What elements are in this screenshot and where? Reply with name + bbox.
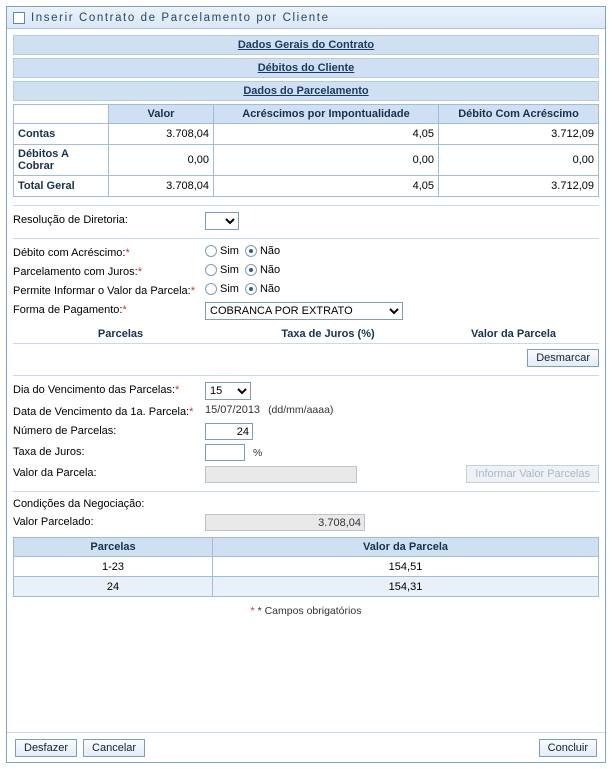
data-vencimento-value: 15/07/2013 [205, 404, 261, 416]
parcels-header-valor: Valor da Parcela [213, 538, 599, 557]
footer-bar [7, 732, 605, 762]
parcels-subheader [13, 328, 599, 344]
required-fields-note-text: * Campos obrigatórios [257, 605, 362, 617]
section-dados-gerais[interactable] [13, 35, 599, 55]
table-row [14, 557, 599, 577]
desfazer-button[interactable]: Desfazer [15, 739, 77, 757]
numero-parcelas-label: Número de Parcelas: [13, 425, 117, 437]
permite-valor-label-text: Permite Informar o Valor da Parcela: [13, 285, 191, 297]
field-valor-parcelado [13, 514, 599, 531]
required-marker: * [137, 266, 142, 278]
radio-label-nao: Não [259, 264, 281, 276]
radio-label-sim: Sim [220, 264, 239, 276]
summary-header-valor: Valor [109, 105, 214, 124]
title-bar [7, 7, 605, 29]
field-parcelamento-com-juros [13, 264, 599, 279]
permite-valor-radiogroup[interactable] [205, 283, 280, 295]
parcels-row-parcelas: 24 [14, 577, 213, 597]
summary-header-debito: Débito Com Acréscimo [439, 105, 599, 124]
summary-row-label: Total Geral [14, 176, 109, 197]
required-marker: * [250, 605, 255, 617]
section-debitos-cliente[interactable] [13, 58, 599, 78]
section-debitos-cliente-link[interactable]: Débitos do Cliente [257, 62, 355, 74]
required-fields-note [13, 605, 599, 617]
debito-acrescimo-radiogroup[interactable] [205, 245, 280, 257]
debito-acrescimo-label [13, 245, 205, 260]
summary-row-label: Débitos A Cobrar [14, 145, 109, 176]
summary-row-debito: 3.712,09 [439, 124, 599, 145]
dialog-window [6, 6, 606, 763]
radio-label-nao: Não [259, 283, 281, 295]
summary-header-acrescimos: Acréscimos por Impontualidade [214, 105, 439, 124]
field-taxa-juros [13, 444, 599, 461]
valor-parcela-input [205, 466, 357, 483]
section-dados-gerais-link[interactable]: Dados Gerais do Contrato [237, 39, 375, 51]
dia-vencimento-label [13, 382, 205, 397]
resolucao-label: Resolução de Diretoria: [13, 214, 128, 226]
parcels-row-valor: 154,31 [213, 577, 599, 597]
field-resolucao-diretoria [13, 212, 599, 230]
table-row [14, 145, 599, 176]
summary-row-acrescimos: 4,05 [214, 124, 439, 145]
parcelamento-juros-radiogroup[interactable] [205, 264, 280, 276]
taxa-juros-label: Taxa de Juros: [13, 446, 85, 458]
required-marker: * [122, 304, 127, 316]
valor-parcelado-input [205, 514, 365, 531]
window-title: Inserir Contrato de Parcelamento por Cliente [31, 11, 330, 24]
summary-row-acrescimos: 0,00 [214, 145, 439, 176]
radio-icon[interactable] [205, 245, 217, 257]
radio-icon[interactable] [205, 283, 217, 295]
field-dia-vencimento [13, 382, 599, 400]
radio-icon[interactable] [205, 264, 217, 276]
radio-icon[interactable] [245, 245, 257, 257]
field-valor-parcela [13, 465, 599, 483]
parcels-table [13, 537, 599, 597]
summary-row-valor: 3.708,04 [109, 176, 214, 197]
divider [13, 491, 599, 492]
summary-row-acrescimos: 4,05 [214, 176, 439, 197]
required-marker: * [175, 384, 180, 396]
valor-parcela-label: Valor da Parcela: [13, 467, 97, 479]
parcels-table-header-row [14, 538, 599, 557]
parcels-subheader-taxa: Taxa de Juros (%) [281, 328, 375, 340]
required-marker: * [125, 247, 130, 259]
summary-row-debito: 3.712,09 [439, 176, 599, 197]
concluir-button[interactable]: Concluir [539, 739, 597, 757]
summary-row-label: Contas [14, 124, 109, 145]
debito-acrescimo-label-text: Débito com Acréscimo: [13, 247, 126, 259]
summary-row-debito: 0,00 [439, 145, 599, 176]
valor-parcelado-label: Valor Parcelado: [13, 516, 94, 528]
divider [13, 375, 599, 376]
summary-row-valor: 0,00 [109, 145, 214, 176]
forma-pagamento-label [13, 302, 205, 317]
data-vencimento-hint: (dd/mm/aaaa) [268, 404, 334, 416]
divider [13, 205, 599, 206]
parcels-row-valor: 154,51 [213, 557, 599, 577]
field-numero-parcelas [13, 423, 599, 440]
parcels-row-parcelas: 1-23 [14, 557, 213, 577]
footer-left-buttons [15, 739, 145, 757]
section-dados-parcelamento-link[interactable]: Dados do Parcelamento [243, 85, 369, 97]
taxa-juros-suffix: % [253, 446, 263, 459]
debito-acrescimo-sim[interactable] [205, 245, 239, 257]
parcelamento-juros-label [13, 264, 205, 279]
data-vencimento-label [13, 404, 205, 419]
forma-pagamento-label-text: Forma de Pagamento: [13, 304, 123, 316]
dialog-content [7, 29, 605, 617]
radio-icon[interactable] [245, 283, 257, 295]
taxa-juros-input[interactable] [205, 444, 245, 461]
radio-icon[interactable] [245, 264, 257, 276]
field-debito-com-acrescimo [13, 245, 599, 260]
radio-label-sim: Sim [220, 283, 239, 295]
required-marker: * [189, 406, 194, 418]
permite-valor-nao[interactable] [245, 283, 280, 295]
forma-pagamento-select[interactable] [205, 302, 403, 320]
window-icon [13, 12, 25, 24]
desmarcar-bar [13, 349, 599, 367]
summary-header-blank [14, 105, 109, 124]
field-permite-informar-valor [13, 283, 599, 298]
informar-valor-parcelas-button: Informar Valor Parcelas [466, 465, 599, 483]
parcelamento-juros-nao[interactable] [245, 264, 280, 276]
summary-table [13, 104, 599, 197]
parcelamento-juros-label-text: Parcelamento com Juros: [13, 266, 138, 278]
table-row [14, 577, 599, 597]
summary-row-valor: 3.708,04 [109, 124, 214, 145]
parcelamento-juros-sim[interactable] [205, 264, 239, 276]
permite-valor-sim[interactable] [205, 283, 239, 295]
field-forma-pagamento [13, 302, 599, 320]
cancelar-button[interactable]: Cancelar [83, 739, 145, 757]
parcels-header-parcelas: Parcelas [14, 538, 213, 557]
radio-label-sim: Sim [220, 245, 239, 257]
permite-valor-label [13, 283, 205, 298]
dia-vencimento-select[interactable] [205, 382, 251, 400]
radio-label-nao: Não [259, 245, 281, 257]
numero-parcelas-input[interactable] [205, 423, 253, 440]
desmarcar-button[interactable]: Desmarcar [527, 349, 599, 367]
resolucao-select[interactable] [205, 212, 239, 230]
table-row [14, 124, 599, 145]
condicoes-negociacao-label: Condições da Negociação: [13, 498, 145, 510]
parcels-subheader-valor: Valor da Parcela [471, 328, 556, 340]
required-marker: * [190, 285, 195, 297]
section-dados-parcelamento[interactable] [13, 81, 599, 101]
parcels-subheader-parcelas: Parcelas [97, 328, 144, 340]
table-row [14, 176, 599, 197]
debito-acrescimo-nao[interactable] [245, 245, 280, 257]
data-vencimento-label-text: Data de Vencimento da 1a. Parcela: [13, 406, 190, 418]
summary-table-header-row [14, 105, 599, 124]
dia-vencimento-label-text: Dia do Vencimento das Parcelas: [13, 384, 176, 396]
field-data-vencimento-1a [13, 404, 599, 419]
divider [13, 238, 599, 239]
